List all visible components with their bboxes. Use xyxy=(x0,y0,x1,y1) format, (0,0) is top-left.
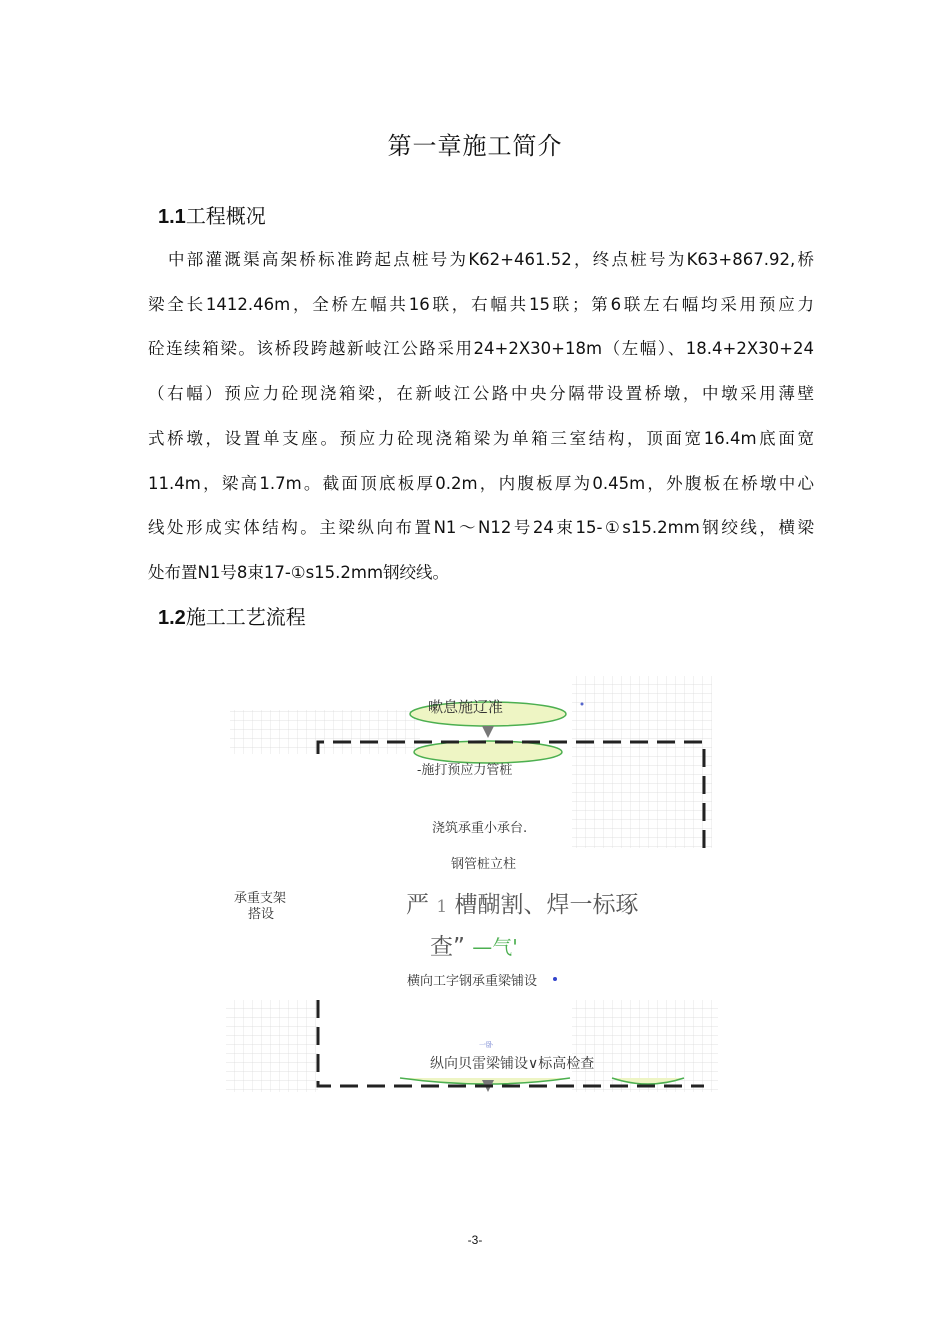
flow-small-mark: 一卧 xyxy=(479,1041,493,1049)
flow-step-support-frame xyxy=(234,891,286,923)
paragraph-line: 砼连续箱梁。该桥段跨越新岐江公路采用24+2X30+18m（左幅）、18.4+2X30+24 xyxy=(148,339,814,359)
flow-step-bailey-beam: 纵向贝雷梁铺设∨标高检查 xyxy=(430,1056,595,1072)
paragraph-line: 梁全长1412.46m，全桥左幅共16联，右幅共15联；第6联左右幅均采用预应力 xyxy=(148,294,814,314)
paragraph-line: 处布置N1号8束17-①s15.2mm钢绞线。 xyxy=(148,562,450,582)
grid-background xyxy=(226,1000,318,1092)
flow-step-crossbeam: 横向工字钢承重梁铺设 xyxy=(407,974,538,989)
paragraph-line: 中部灌溉渠高架桥标准跨起点桩号为K62+461.52，终点桩号为K63+867.92,桥 xyxy=(168,250,814,269)
flow-step-support-line: 搭设 xyxy=(248,907,275,922)
paragraph-line: （右幅）预应力砼现浇箱梁，在新岐江公路中央分隔带设置桥墩，中墩采用薄壁 xyxy=(148,384,814,404)
garbled-text: 槽醐割、焊一标琢 xyxy=(454,892,639,918)
grid-background xyxy=(572,676,712,848)
garbled-char: 查” xyxy=(430,934,465,960)
flow-garbled-line-1 xyxy=(406,886,638,919)
section-number: 1.1 xyxy=(158,206,186,228)
garbled-green: —气' xyxy=(472,935,518,959)
paragraph-line: 线处形成实体结构。主梁纵向布置N1〜N12号24束15-①s15.2mm钢绞线，横梁 xyxy=(148,518,814,538)
flow-step-preparation: 嗽息施辽准 xyxy=(428,698,504,716)
flow-step-pile-driving: -施打预应力管桩 xyxy=(417,763,513,778)
garbled-char: 1 xyxy=(436,897,448,917)
grid-background xyxy=(230,710,420,754)
flow-step-bearing-cap: 浇筑承重小承台. xyxy=(432,821,528,836)
section-title: 工程概况 xyxy=(185,204,266,228)
page-number: -3- xyxy=(467,1233,483,1247)
paragraph-line: 式桥墩，设置单支座。预应力砼现浇箱梁为单箱三室结构，顶面宽16.4m底面宽 xyxy=(148,428,814,448)
chapter-title: 第一章施工简介 xyxy=(387,132,563,160)
scan-dot xyxy=(581,703,584,706)
section-number: 1.2 xyxy=(158,607,186,629)
section-title: 施工工艺流程 xyxy=(185,605,306,629)
garbled-char: 严 xyxy=(406,892,429,918)
scan-dot xyxy=(553,977,557,981)
flow-garbled-line-2 xyxy=(430,928,518,961)
flow-step-steel-column: 钢管桩立柱 xyxy=(451,857,517,872)
flow-arrow xyxy=(482,726,494,738)
paragraph-line: 11.4m，梁高1.7m。截面顶底板厚0.2m，内腹板厚为0.45m，外腹板在桥墩中心 xyxy=(148,473,814,493)
flow-step-support-line: 承重支架 xyxy=(234,891,287,906)
